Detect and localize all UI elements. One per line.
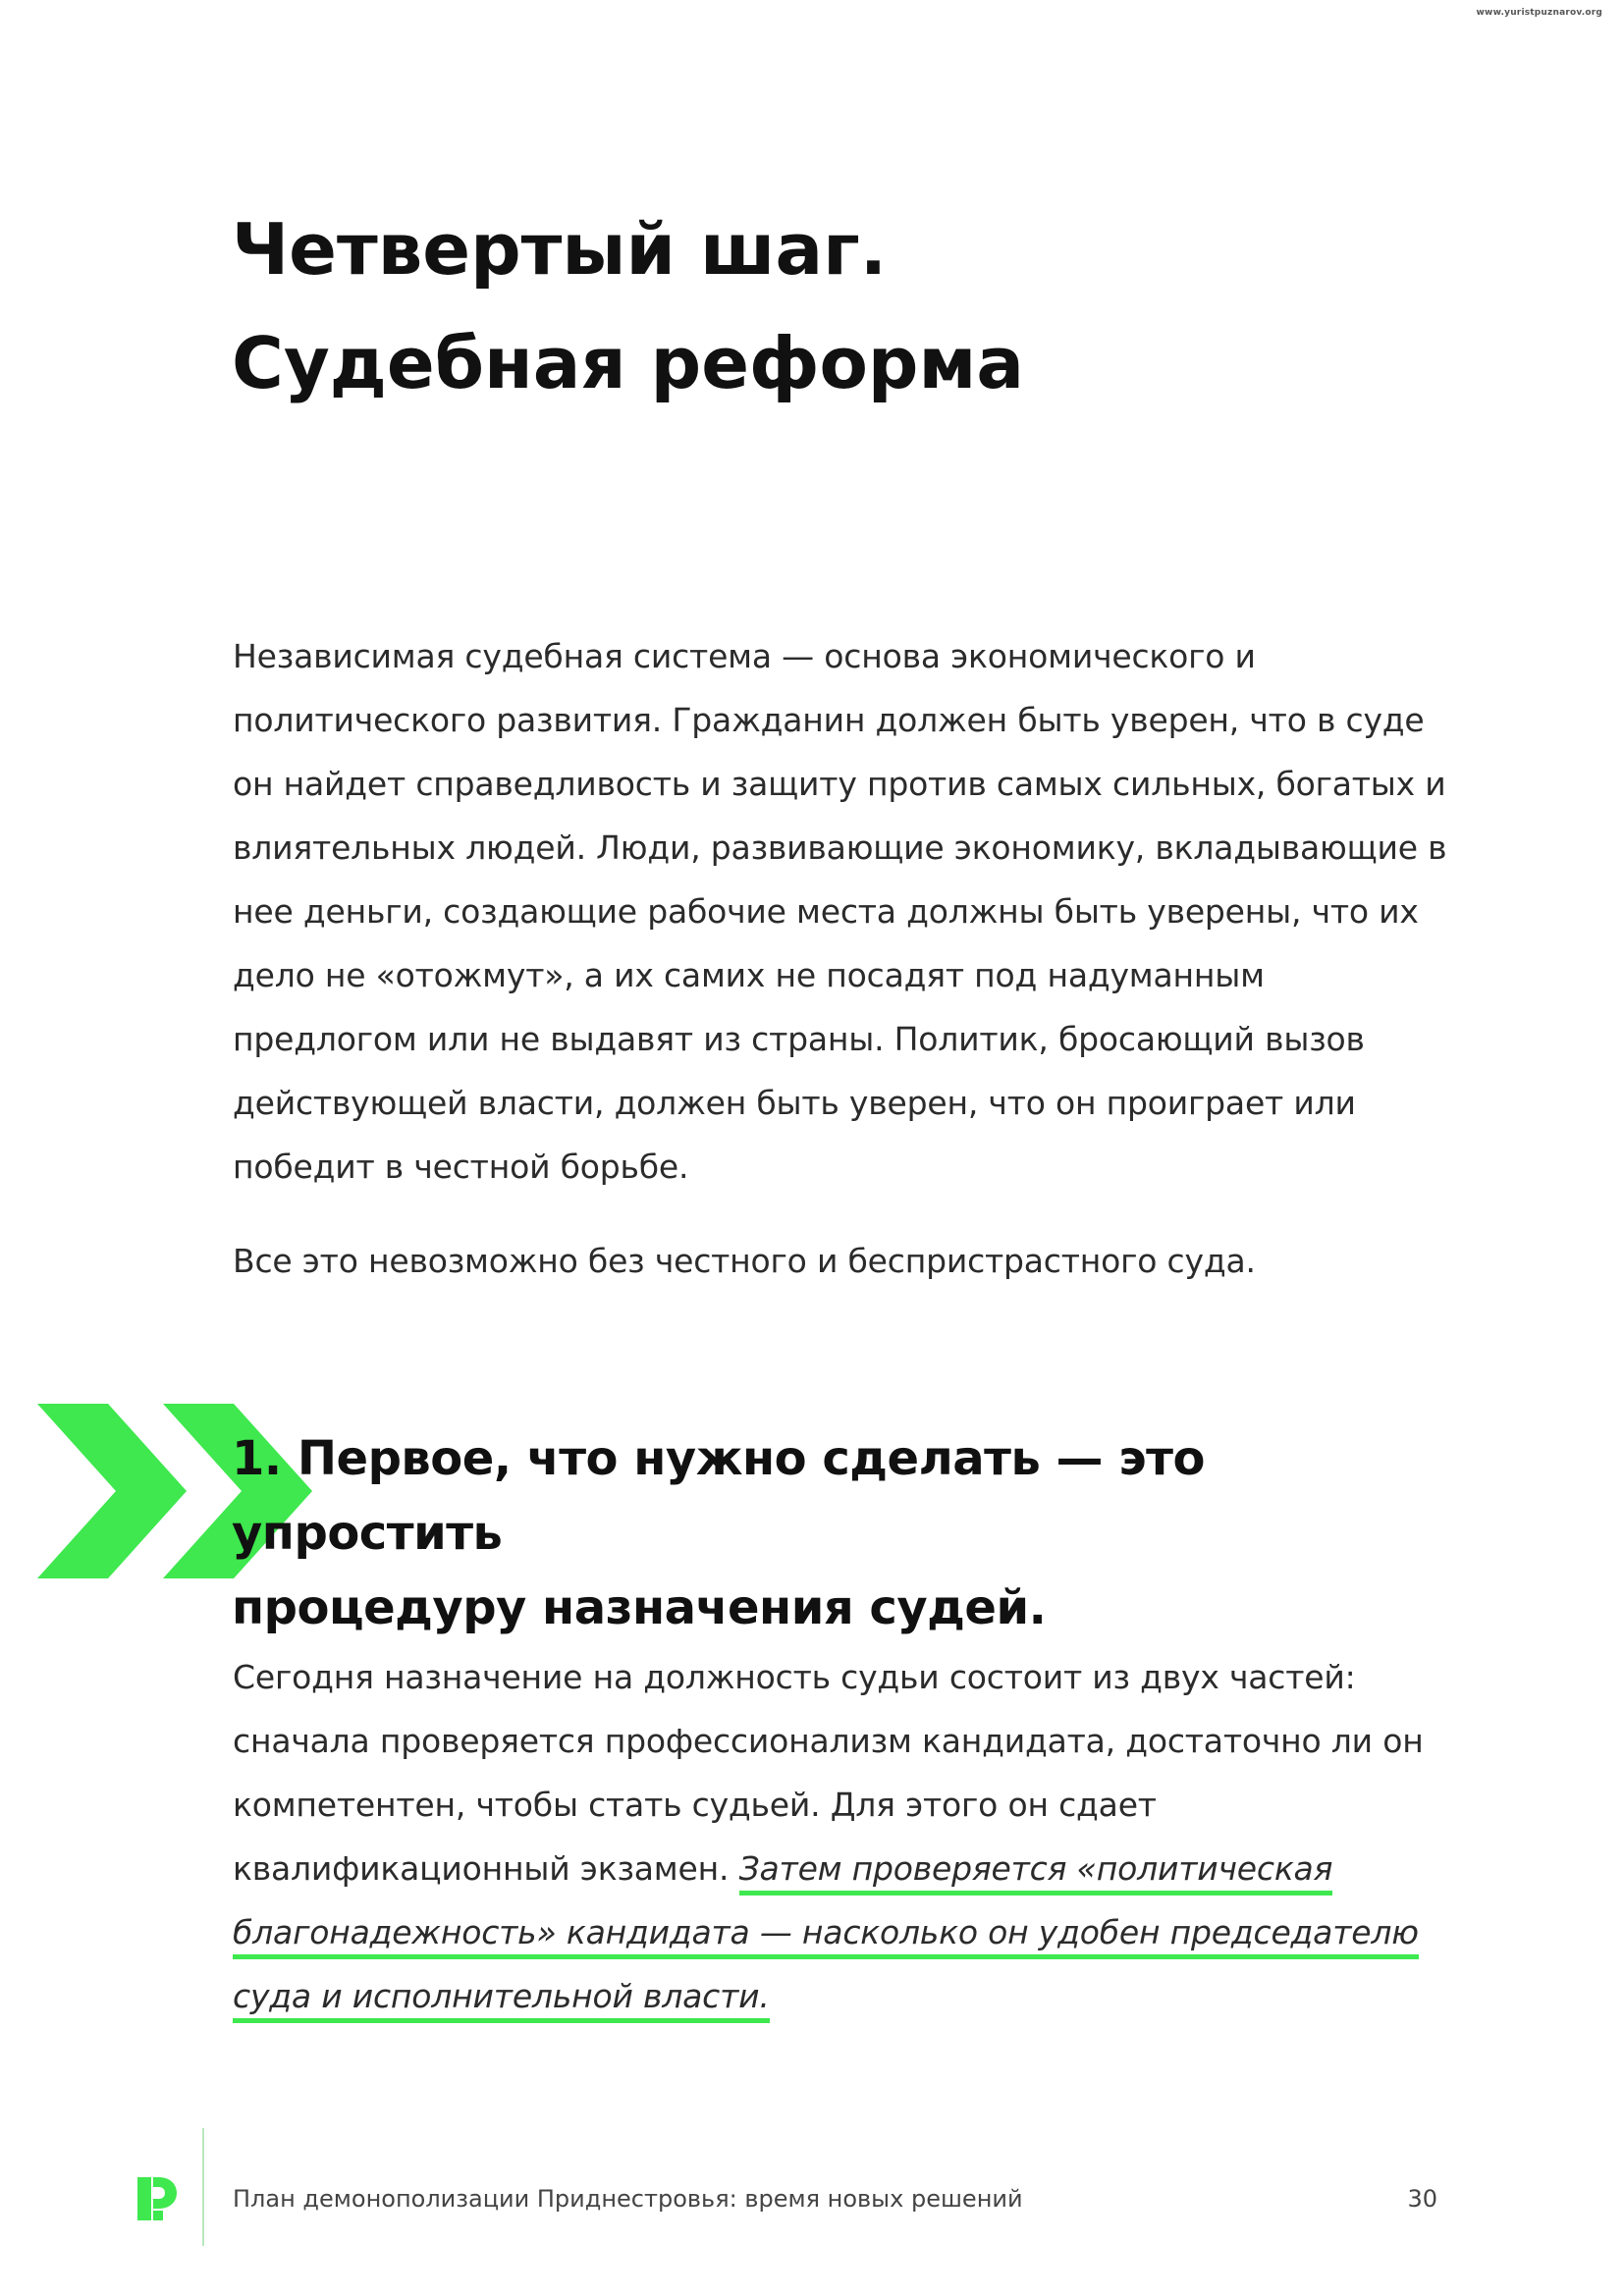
footer-document-title: План демонополизации Приднестровья: время новых решений xyxy=(233,2185,1023,2213)
section-1-paragraph-text: Сегодня назначение на должность судьи состоит из двух частей: сначала проверяется профессионализм кандидата, достаточно ли он компетентен, чтобы стать судьей. Для этого он сдает квалификационный экзамен. xyxy=(233,1658,1424,1888)
logo-foot xyxy=(153,2211,163,2220)
intro-paragraph-1: Независимая судебная система — основа экономического и политического развития. Гражданин должен быть уверен, что в суде он найдет справедливость и защиту против самых сильных, богатых и влиятельных людей. Люди, развивающие экономику, вкладывающие в нее деньги, создающие рабочие места должны быть уверены, что их дело не «отожмут», а их самих не посадят под надуманным предлогом или не выдавят из страны. Политик, бросающий вызов действующей власти, должен быть уверен, что он проиграет или победит в честной борьбе. xyxy=(233,637,1447,1186)
intro-paragraph-2: Все это невозможно без честного и беспристрастного суда. xyxy=(233,1242,1256,1280)
chevron-left-shape xyxy=(37,1404,187,1578)
section-1-heading-line-2: процедуру назначения судей. xyxy=(232,1580,1047,1635)
page-title-line-1: Четвертый шаг. xyxy=(232,208,888,291)
section-1-heading xyxy=(232,1421,1469,1645)
page-title-line-2: Судебная реформа xyxy=(232,322,1024,404)
logo-bowl xyxy=(153,2177,177,2209)
logo-stem xyxy=(137,2177,151,2220)
page-title xyxy=(232,192,1024,420)
section-1-highlighted-text: Затем проверяется «политическая благонадежность» кандидата — насколько он удобен председателю суда и исполнительной власти. xyxy=(233,1849,1419,2023)
watermark-url: www.yuristpuznarov.org xyxy=(1476,8,1602,18)
section-1-heading-line-1: 1. Первое, что нужно сделать — это упростить xyxy=(232,1431,1205,1561)
party-logo-icon xyxy=(137,2177,177,2220)
footer-divider xyxy=(202,2128,204,2246)
page-number: 30 xyxy=(1407,2185,1437,2213)
section-1-paragraph xyxy=(233,1645,1450,2028)
